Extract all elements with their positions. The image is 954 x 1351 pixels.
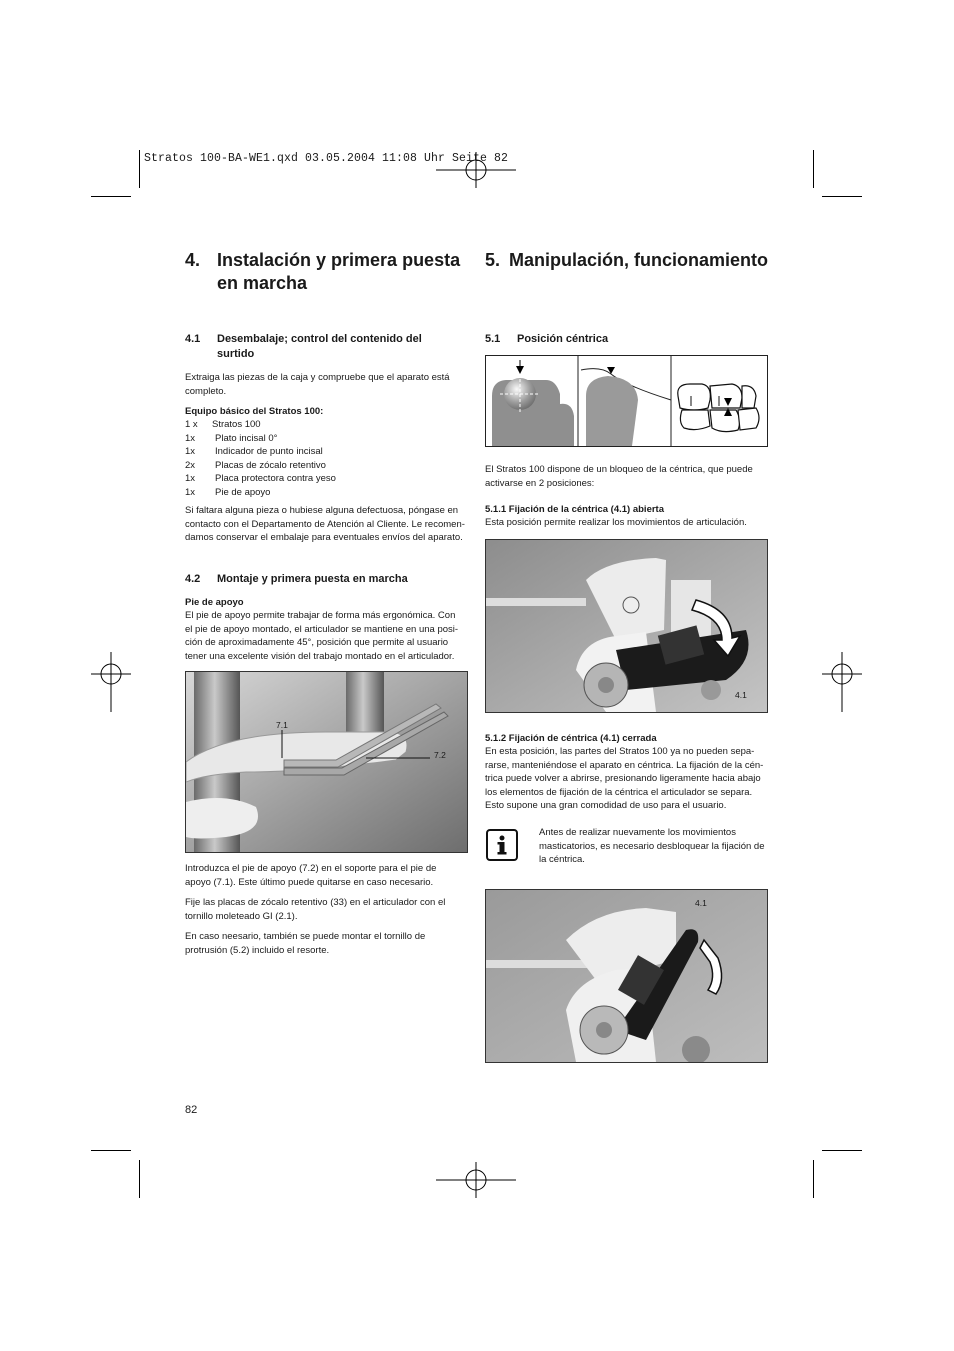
item-qty: 1x (185, 433, 196, 444)
photo-label-7-1: 7.1 (276, 720, 288, 730)
item-qty: 2x (185, 460, 196, 471)
text-line: apoyo (7.1). Este último puede quitarse en caso necesario. (185, 876, 434, 888)
section-4-1-heading (185, 332, 475, 364)
crop-mark (91, 196, 131, 197)
text-line: activarse en 2 posiciones: (485, 477, 595, 489)
text-line: completo. (185, 385, 227, 397)
section-5-1-1-text: Esta posición permite realizar los movimientos de articulación. (485, 517, 747, 528)
item-name: Stratos 100 (212, 419, 261, 430)
text-line: Esto supone una gran comodidad de uso para el usuario. (485, 800, 727, 811)
crop-mark (822, 196, 862, 197)
crop-mark (91, 1150, 131, 1151)
item-name: Placa protectora contra yeso (215, 473, 336, 484)
protrusion-paragraph (185, 930, 485, 957)
section-number: 5. (485, 250, 501, 270)
subsection-title-line: surtido (217, 348, 255, 360)
section-title-line: Instalación y primera puesta (217, 250, 461, 270)
centric-position-diagrams (485, 355, 768, 447)
text-line: los elementos de fijación de la céntrica el articulador se separa. (485, 786, 753, 798)
subsection-title: Posición céntrica (517, 333, 609, 345)
crop-mark (139, 150, 140, 188)
text-line: damos conservar el embalaje para eventuales envíos del aparato. (185, 532, 463, 543)
pie-de-apoyo-heading: Pie de apoyo (185, 597, 244, 608)
section-5-1-1-heading: 5.1.1 Fijación de la céntrica (4.1) abierta (485, 504, 664, 515)
item-name: Plato incisal 0° (215, 433, 278, 444)
item-qty: 1x (185, 473, 196, 484)
photo-label-7-2: 7.2 (434, 750, 446, 760)
text-line: Fije las placas de zócalo retentivo (33) en el articulador con el (185, 897, 446, 908)
lock-closed-illustration (486, 890, 767, 1062)
text-line: Si faltara alguna pieza o hubiese alguna defectuosa, póngase en (185, 505, 459, 516)
crop-mark (813, 150, 814, 188)
section-5-1-2-heading: 5.1.2 Fijación de céntrica (4.1) cerrada (485, 733, 657, 744)
text-line: protrusión (5.2) incluido el resorte. (185, 944, 330, 956)
insert-paragraph (185, 862, 485, 889)
text-line: ción de aproximadamente 45°, posición que permite al usuario (185, 637, 449, 648)
unpack-paragraph (185, 371, 475, 398)
lock-open-illustration (486, 540, 767, 712)
section-title: Manipulación, funcionamiento (509, 250, 769, 270)
section-title (217, 249, 460, 295)
item-name: Pie de apoyo (215, 487, 271, 498)
section-5-heading (485, 249, 785, 274)
text-line: el pie de apoyo montado, el articulador se mantiene en una posi- (185, 623, 459, 635)
fix-plates-paragraph (185, 896, 485, 923)
text-line: tornillo moleteado GI (2.1). (185, 910, 298, 922)
section-title-line: en marcha (217, 273, 308, 293)
section-4-heading (185, 249, 475, 299)
text-line: En esta posición, las partes del Stratos 100 ya no pueden sepa- (485, 746, 755, 757)
info-note-text (539, 826, 769, 867)
item-qty: 1 x (185, 419, 198, 430)
item-name: Indicador de punto incisal (215, 446, 323, 457)
registration-mark-left (91, 652, 131, 712)
info-icon (486, 829, 518, 861)
subsection-number: 5.1 (485, 333, 501, 345)
print-slug: Stratos 100-BA-WE1.qxd 03.05.2004 11:08 Uhr Seite 82 (144, 152, 509, 165)
subsection-number: 4.2 (185, 573, 201, 585)
text-line: masticatorios, es necesario desbloquear la fijación de (539, 840, 765, 852)
section-5-1-heading (485, 332, 775, 348)
missing-parts-paragraph (185, 504, 485, 545)
item-qty: 1x (185, 487, 196, 498)
subsection-number: 4.1 (185, 333, 201, 345)
crop-mark (813, 1160, 814, 1198)
centric-lock-open-photo (485, 539, 768, 713)
text-line: rarse, manteniéndose el aparato en céntrica. La fijación de la cén- (485, 759, 764, 771)
item-name: Placas de zócalo retentivo (215, 460, 326, 471)
subsection-title: Montaje y primera puesta en marcha (217, 573, 408, 585)
registration-mark-right (822, 652, 862, 712)
subsection-title-line: Desembalaje; control del contenido del (217, 333, 422, 345)
centric-lock-closed-photo (485, 889, 768, 1063)
centric-lock-paragraph (485, 463, 775, 490)
subsection-title (217, 332, 422, 362)
registration-mark-bottom (436, 1160, 516, 1200)
text-line: contacto con el Departamento de Atención al Cliente. Le recomen- (185, 518, 465, 530)
crop-mark (822, 1150, 862, 1151)
section-5-1-2-text (485, 745, 775, 813)
section-number: 4. (185, 250, 201, 270)
text-line: tener una excelente visión del trabajo montado en el articulador. (185, 650, 455, 662)
photo-label-4-1: 4.1 (695, 898, 707, 908)
section-4-2-heading (185, 572, 475, 588)
crop-mark (139, 1160, 140, 1198)
support-foot-illustration (186, 672, 467, 852)
photo-label-4-1: 4.1 (735, 690, 747, 700)
page-number: 82 (185, 1104, 198, 1116)
text-line: En caso neesario, también se puede montar el tornillo de (185, 931, 426, 942)
text-line: El pie de apoyo permite trabajar de forma más ergonómica. Con (185, 610, 456, 621)
text-line: El Stratos 100 dispone de un bloqueo de la céntrica, que puede (485, 464, 753, 475)
text-line: Antes de realizar nuevamente los movimientos (539, 827, 736, 838)
text-line: la céntrica. (539, 854, 585, 865)
text-line: trica puede volver a abrirse, presionando ligeramente hacia abajo (485, 773, 761, 784)
text-line: Introduzca el pie de apoyo (7.2) en el soporte para el pie de (185, 863, 437, 874)
item-qty: 1x (185, 446, 196, 457)
centric-diagram (486, 356, 767, 446)
text-line: Extraiga las piezas de la caja y compruebe que el aparato está (185, 372, 450, 383)
pie-de-apoyo-paragraph (185, 609, 485, 663)
support-foot-photo (185, 671, 468, 853)
equipment-heading: Equipo básico del Stratos 100: (185, 406, 324, 417)
